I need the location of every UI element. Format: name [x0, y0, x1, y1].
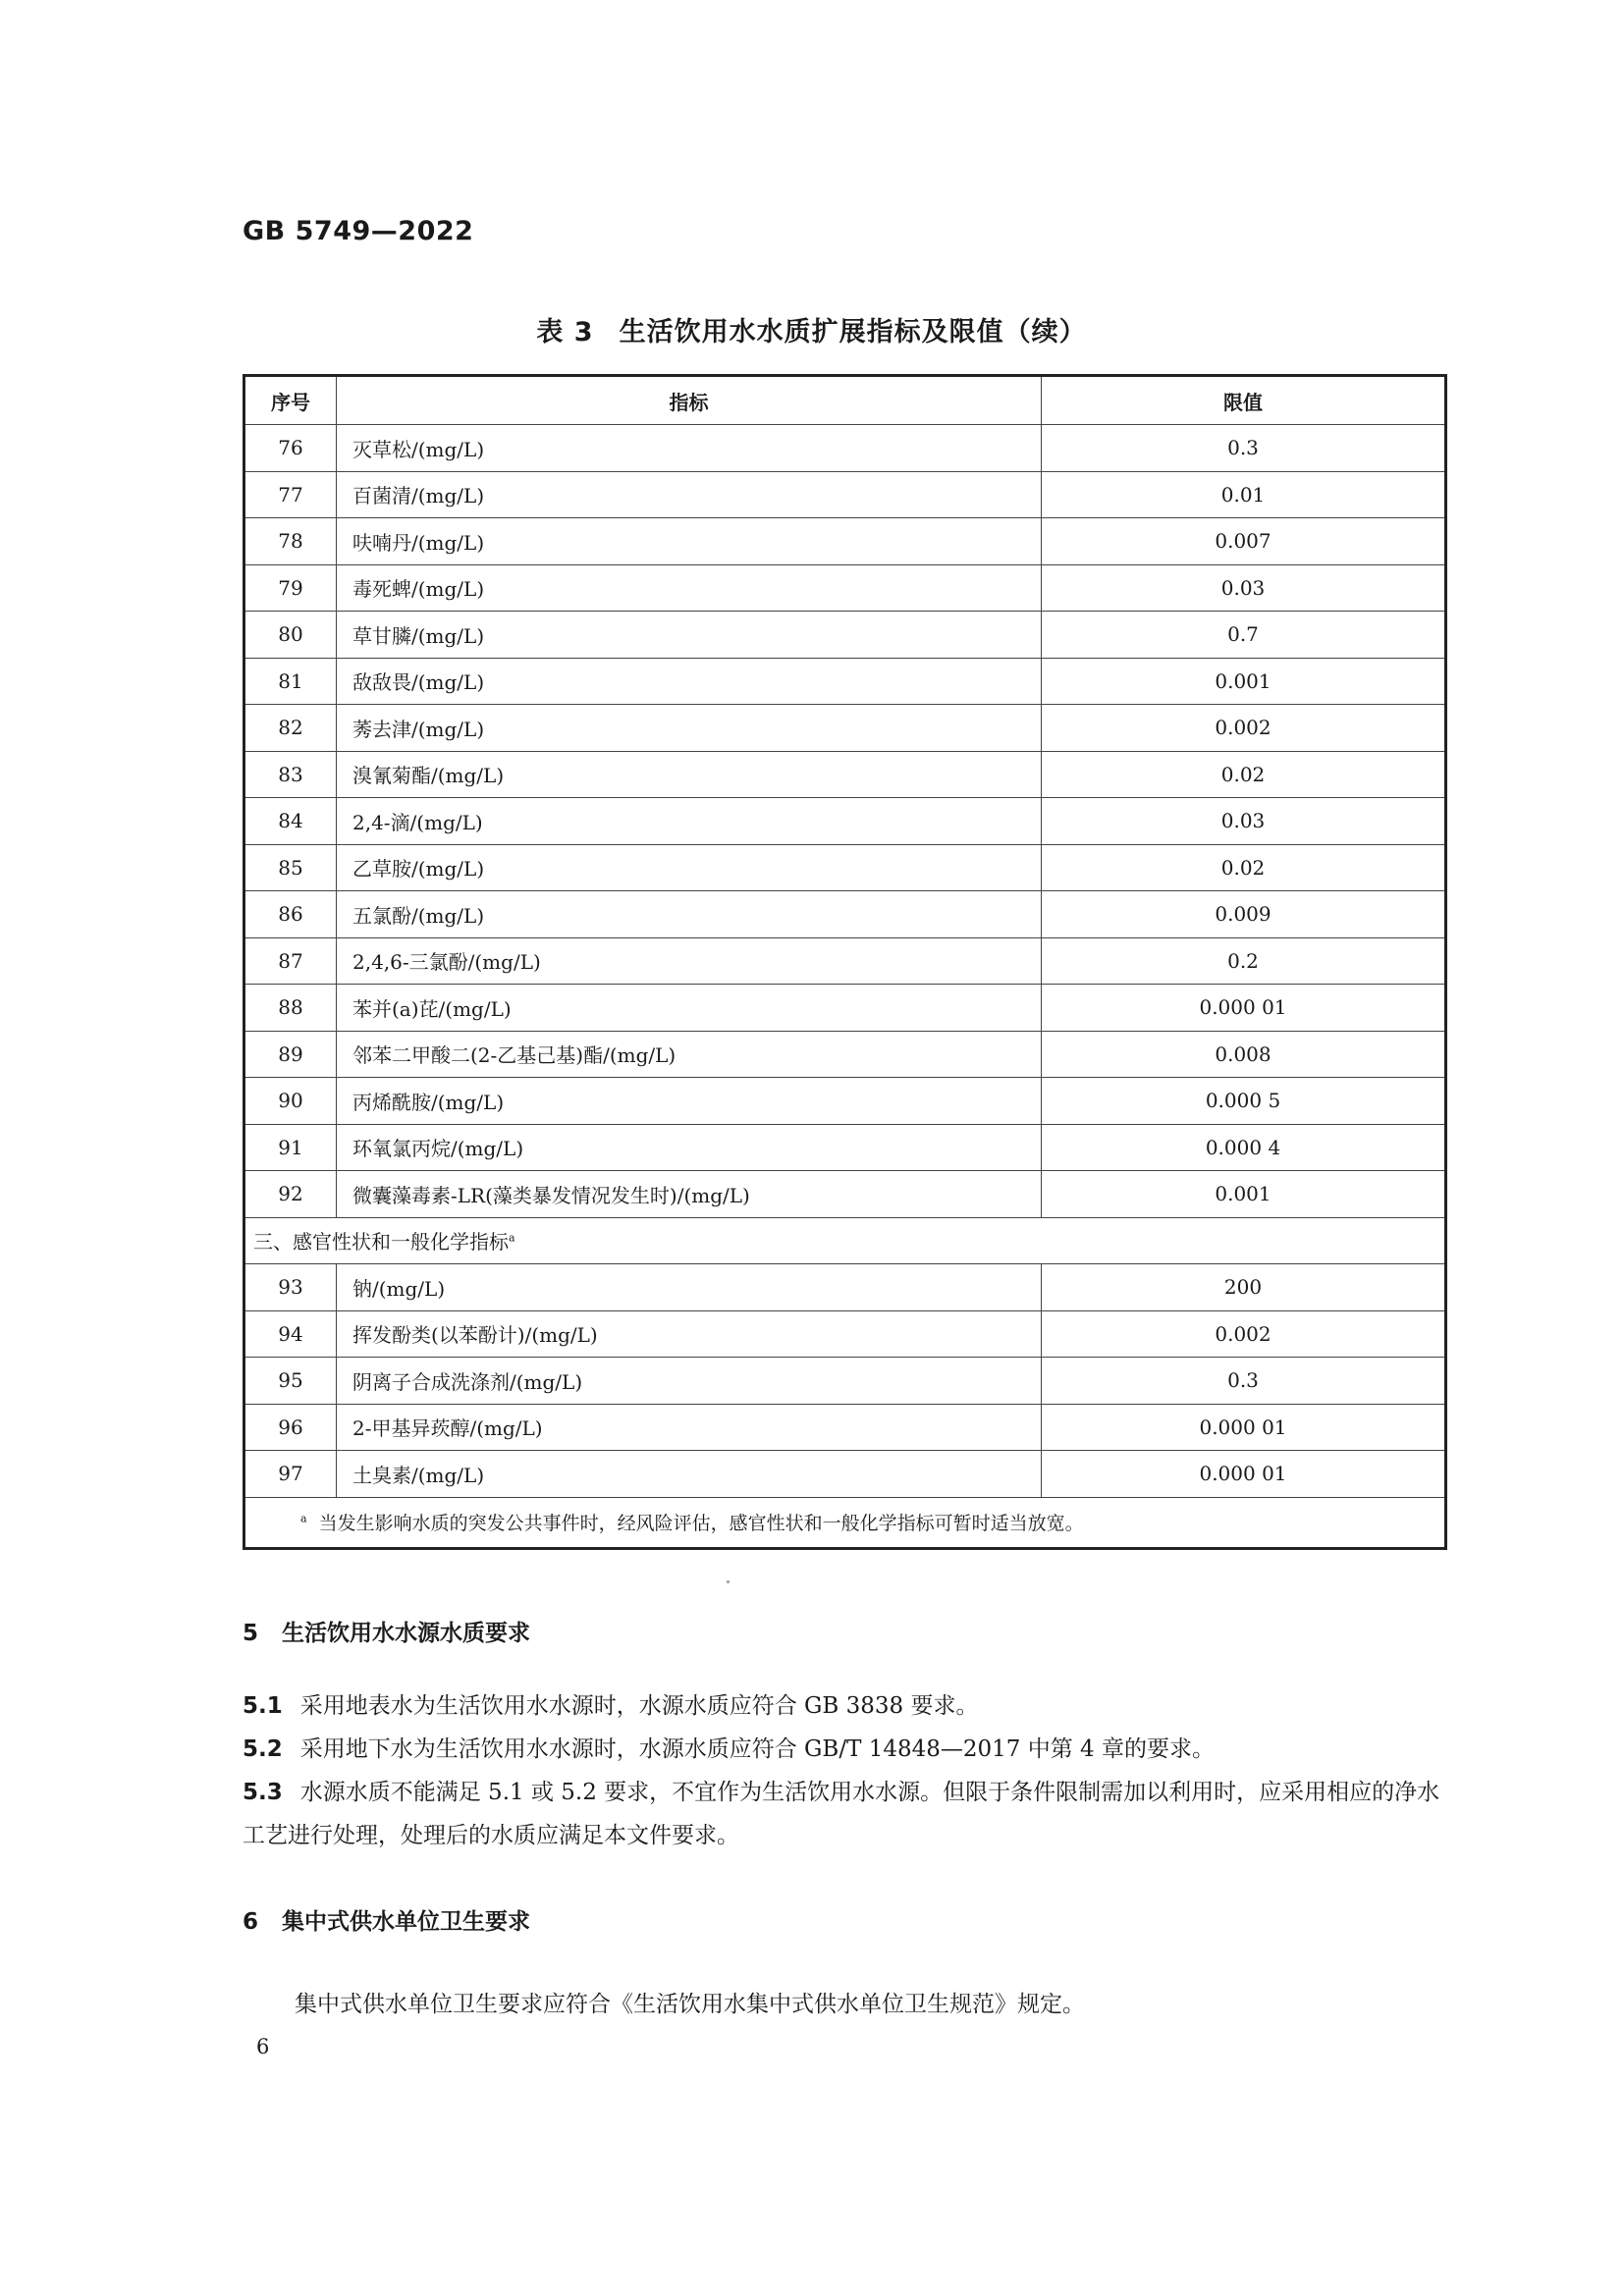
limit-cell: 0.02	[1042, 844, 1446, 891]
row-number-cell: 87	[244, 937, 337, 985]
indicator-cell: 苯并(a)芘/(mg/L)	[337, 985, 1042, 1032]
limit-cell: 0.007	[1042, 518, 1446, 565]
indicator-cell: 丙烯酰胺/(mg/L)	[337, 1078, 1042, 1125]
scan-speck	[727, 1580, 730, 1583]
table-row	[244, 1124, 1446, 1171]
table-row	[244, 985, 1446, 1032]
section-row	[244, 1217, 1446, 1264]
page-number: 6	[256, 2035, 270, 2058]
indicator-cell: 五氯酚/(mg/L)	[337, 891, 1042, 938]
limit-cell: 0.2	[1042, 937, 1446, 985]
clause-5-1-number: 5.1	[243, 1693, 283, 1719]
footnote-text: 当发生影响水质的突发公共事件时，经风险评估，感官性状和一般化学指标可暂时适当放宽。	[318, 1513, 1084, 1534]
table-row	[244, 612, 1446, 659]
table-row	[244, 658, 1446, 705]
limit-cell: 0.000 4	[1042, 1124, 1446, 1171]
footnote-row	[244, 1497, 1446, 1548]
indicator-cell: 溴氰菊酯/(mg/L)	[337, 751, 1042, 798]
row-number-cell: 89	[244, 1031, 337, 1078]
row-number-cell: 90	[244, 1078, 337, 1125]
indicator-cell: 敌敌畏/(mg/L)	[337, 658, 1042, 705]
row-number-cell: 92	[244, 1171, 337, 1218]
limit-cell: 0.3	[1042, 425, 1446, 472]
table-row	[244, 471, 1446, 518]
table-row	[244, 1031, 1446, 1078]
table-header-row	[244, 376, 1446, 425]
row-number-cell: 97	[244, 1451, 337, 1498]
table-row	[244, 844, 1446, 891]
row-number-cell: 86	[244, 891, 337, 938]
section-5-number: 5	[243, 1621, 259, 1646]
table-row	[244, 798, 1446, 845]
clause-5-1	[243, 1684, 1448, 1728]
table-row	[244, 1171, 1446, 1218]
limit-cell: 0.02	[1042, 751, 1446, 798]
indicator-table	[243, 374, 1447, 1550]
indicator-cell: 百菌清/(mg/L)	[337, 471, 1042, 518]
indicator-cell: 莠去津/(mg/L)	[337, 705, 1042, 752]
indicator-cell: 毒死蜱/(mg/L)	[337, 564, 1042, 612]
row-number-cell: 76	[244, 425, 337, 472]
section-label: 三、感官性状和一般化学指标	[253, 1230, 509, 1255]
indicator-cell: 呋喃丹/(mg/L)	[337, 518, 1042, 565]
section-6-text: 集中式供水单位卫生要求应符合《生活饮用水集中式供水单位卫生规范》规定。	[295, 1992, 1085, 2017]
clause-5-3	[243, 1771, 1448, 1857]
indicator-cell: 环氧氯丙烷/(mg/L)	[337, 1124, 1042, 1171]
clause-5-1-text: 采用地表水为生活饮用水水源时，水源水质应符合 GB 3838 要求。	[299, 1693, 979, 1719]
limit-cell: 0.009	[1042, 891, 1446, 938]
table-title-text: 生活饮用水水质扩展指标及限值（续）	[619, 317, 1087, 347]
clause-5-2-text: 采用地下水为生活饮用水水源时，水源水质应符合 GB/T 14848—2017 中第 4 章的要求。	[299, 1736, 1216, 1762]
limit-cell: 0.002	[1042, 1310, 1446, 1358]
section-label-cell	[244, 1217, 1446, 1264]
table-row	[244, 1310, 1446, 1358]
footnote-mark: a	[300, 1512, 307, 1525]
section-6-heading	[243, 1903, 530, 1936]
row-number-cell: 85	[244, 844, 337, 891]
indicator-cell: 灭草松/(mg/L)	[337, 425, 1042, 472]
row-number-cell: 80	[244, 612, 337, 659]
section-5-title: 生活饮用水水源水质要求	[282, 1621, 530, 1646]
table-body-b	[244, 1264, 1446, 1498]
clause-5-3-number: 5.3	[243, 1780, 283, 1805]
row-number-cell: 81	[244, 658, 337, 705]
column-header-indicator: 指标	[337, 376, 1042, 425]
indicator-cell: 挥发酚类(以苯酚计)/(mg/L)	[337, 1310, 1042, 1358]
section-footnote-mark: a	[509, 1231, 515, 1245]
column-header-limit: 限值	[1042, 376, 1446, 425]
row-number-cell: 95	[244, 1358, 337, 1405]
table-number: 表 3	[536, 317, 594, 347]
column-header-no: 序号	[244, 376, 337, 425]
standard-code: GB 5749—2022	[243, 216, 474, 246]
limit-cell: 0.000 5	[1042, 1078, 1446, 1125]
indicator-cell: 微囊藻毒素-LR(藻类暴发情况发生时)/(mg/L)	[337, 1171, 1042, 1218]
table-section	[244, 1217, 1446, 1264]
indicator-cell: 阴离子合成洗涤剂/(mg/L)	[337, 1358, 1042, 1405]
row-number-cell: 77	[244, 471, 337, 518]
table-title	[0, 310, 1623, 348]
limit-cell: 0.03	[1042, 564, 1446, 612]
clause-5-3-text: 水源水质不能满足 5.1 或 5.2 要求，不宜作为生活饮用水水源。但限于条件限制需加以利用时，应采用相应的净水工艺进行处理，处理后的水质应满足本文件要求。	[243, 1780, 1440, 1848]
table-body-a	[244, 425, 1446, 1218]
table-row	[244, 518, 1446, 565]
table-row	[244, 1404, 1446, 1451]
indicator-cell: 2,4-滴/(mg/L)	[337, 798, 1042, 845]
limit-cell: 0.008	[1042, 1031, 1446, 1078]
row-number-cell: 93	[244, 1264, 337, 1311]
row-number-cell: 88	[244, 985, 337, 1032]
limit-cell: 200	[1042, 1264, 1446, 1311]
limit-cell: 0.3	[1042, 1358, 1446, 1405]
table-row	[244, 1264, 1446, 1311]
row-number-cell: 94	[244, 1310, 337, 1358]
table-row	[244, 1078, 1446, 1125]
clause-5-2	[243, 1728, 1448, 1771]
section-6-title: 集中式供水单位卫生要求	[282, 1909, 530, 1935]
limit-cell: 0.000 01	[1042, 1451, 1446, 1498]
indicator-cell: 草甘膦/(mg/L)	[337, 612, 1042, 659]
indicator-cell: 钠/(mg/L)	[337, 1264, 1042, 1311]
limit-cell: 0.002	[1042, 705, 1446, 752]
clause-5-2-number: 5.2	[243, 1736, 283, 1762]
table-row	[244, 751, 1446, 798]
table-row	[244, 891, 1446, 938]
row-number-cell: 83	[244, 751, 337, 798]
table-row	[244, 1451, 1446, 1498]
section-6-number: 6	[243, 1909, 259, 1935]
footnote-cell	[244, 1497, 1446, 1548]
indicator-cell: 2-甲基异莰醇/(mg/L)	[337, 1404, 1042, 1451]
limit-cell: 0.03	[1042, 798, 1446, 845]
limit-cell: 0.000 01	[1042, 985, 1446, 1032]
table-row	[244, 564, 1446, 612]
table-row	[244, 705, 1446, 752]
limit-cell: 0.001	[1042, 658, 1446, 705]
table-footnote	[244, 1497, 1446, 1548]
row-number-cell: 96	[244, 1404, 337, 1451]
limit-cell: 0.001	[1042, 1171, 1446, 1218]
indicator-cell: 邻苯二甲酸二(2-乙基己基)酯/(mg/L)	[337, 1031, 1042, 1078]
section-5-heading	[243, 1615, 530, 1647]
indicator-cell: 2,4,6-三氯酚/(mg/L)	[337, 937, 1042, 985]
row-number-cell: 82	[244, 705, 337, 752]
row-number-cell: 84	[244, 798, 337, 845]
indicator-cell: 土臭素/(mg/L)	[337, 1451, 1042, 1498]
limit-cell: 0.000 01	[1042, 1404, 1446, 1451]
table-row	[244, 937, 1446, 985]
indicator-cell: 乙草胺/(mg/L)	[337, 844, 1042, 891]
row-number-cell: 91	[244, 1124, 337, 1171]
row-number-cell: 79	[244, 564, 337, 612]
row-number-cell: 78	[244, 518, 337, 565]
limit-cell: 0.7	[1042, 612, 1446, 659]
limit-cell: 0.01	[1042, 471, 1446, 518]
table-row	[244, 425, 1446, 472]
table-row	[244, 1358, 1446, 1405]
